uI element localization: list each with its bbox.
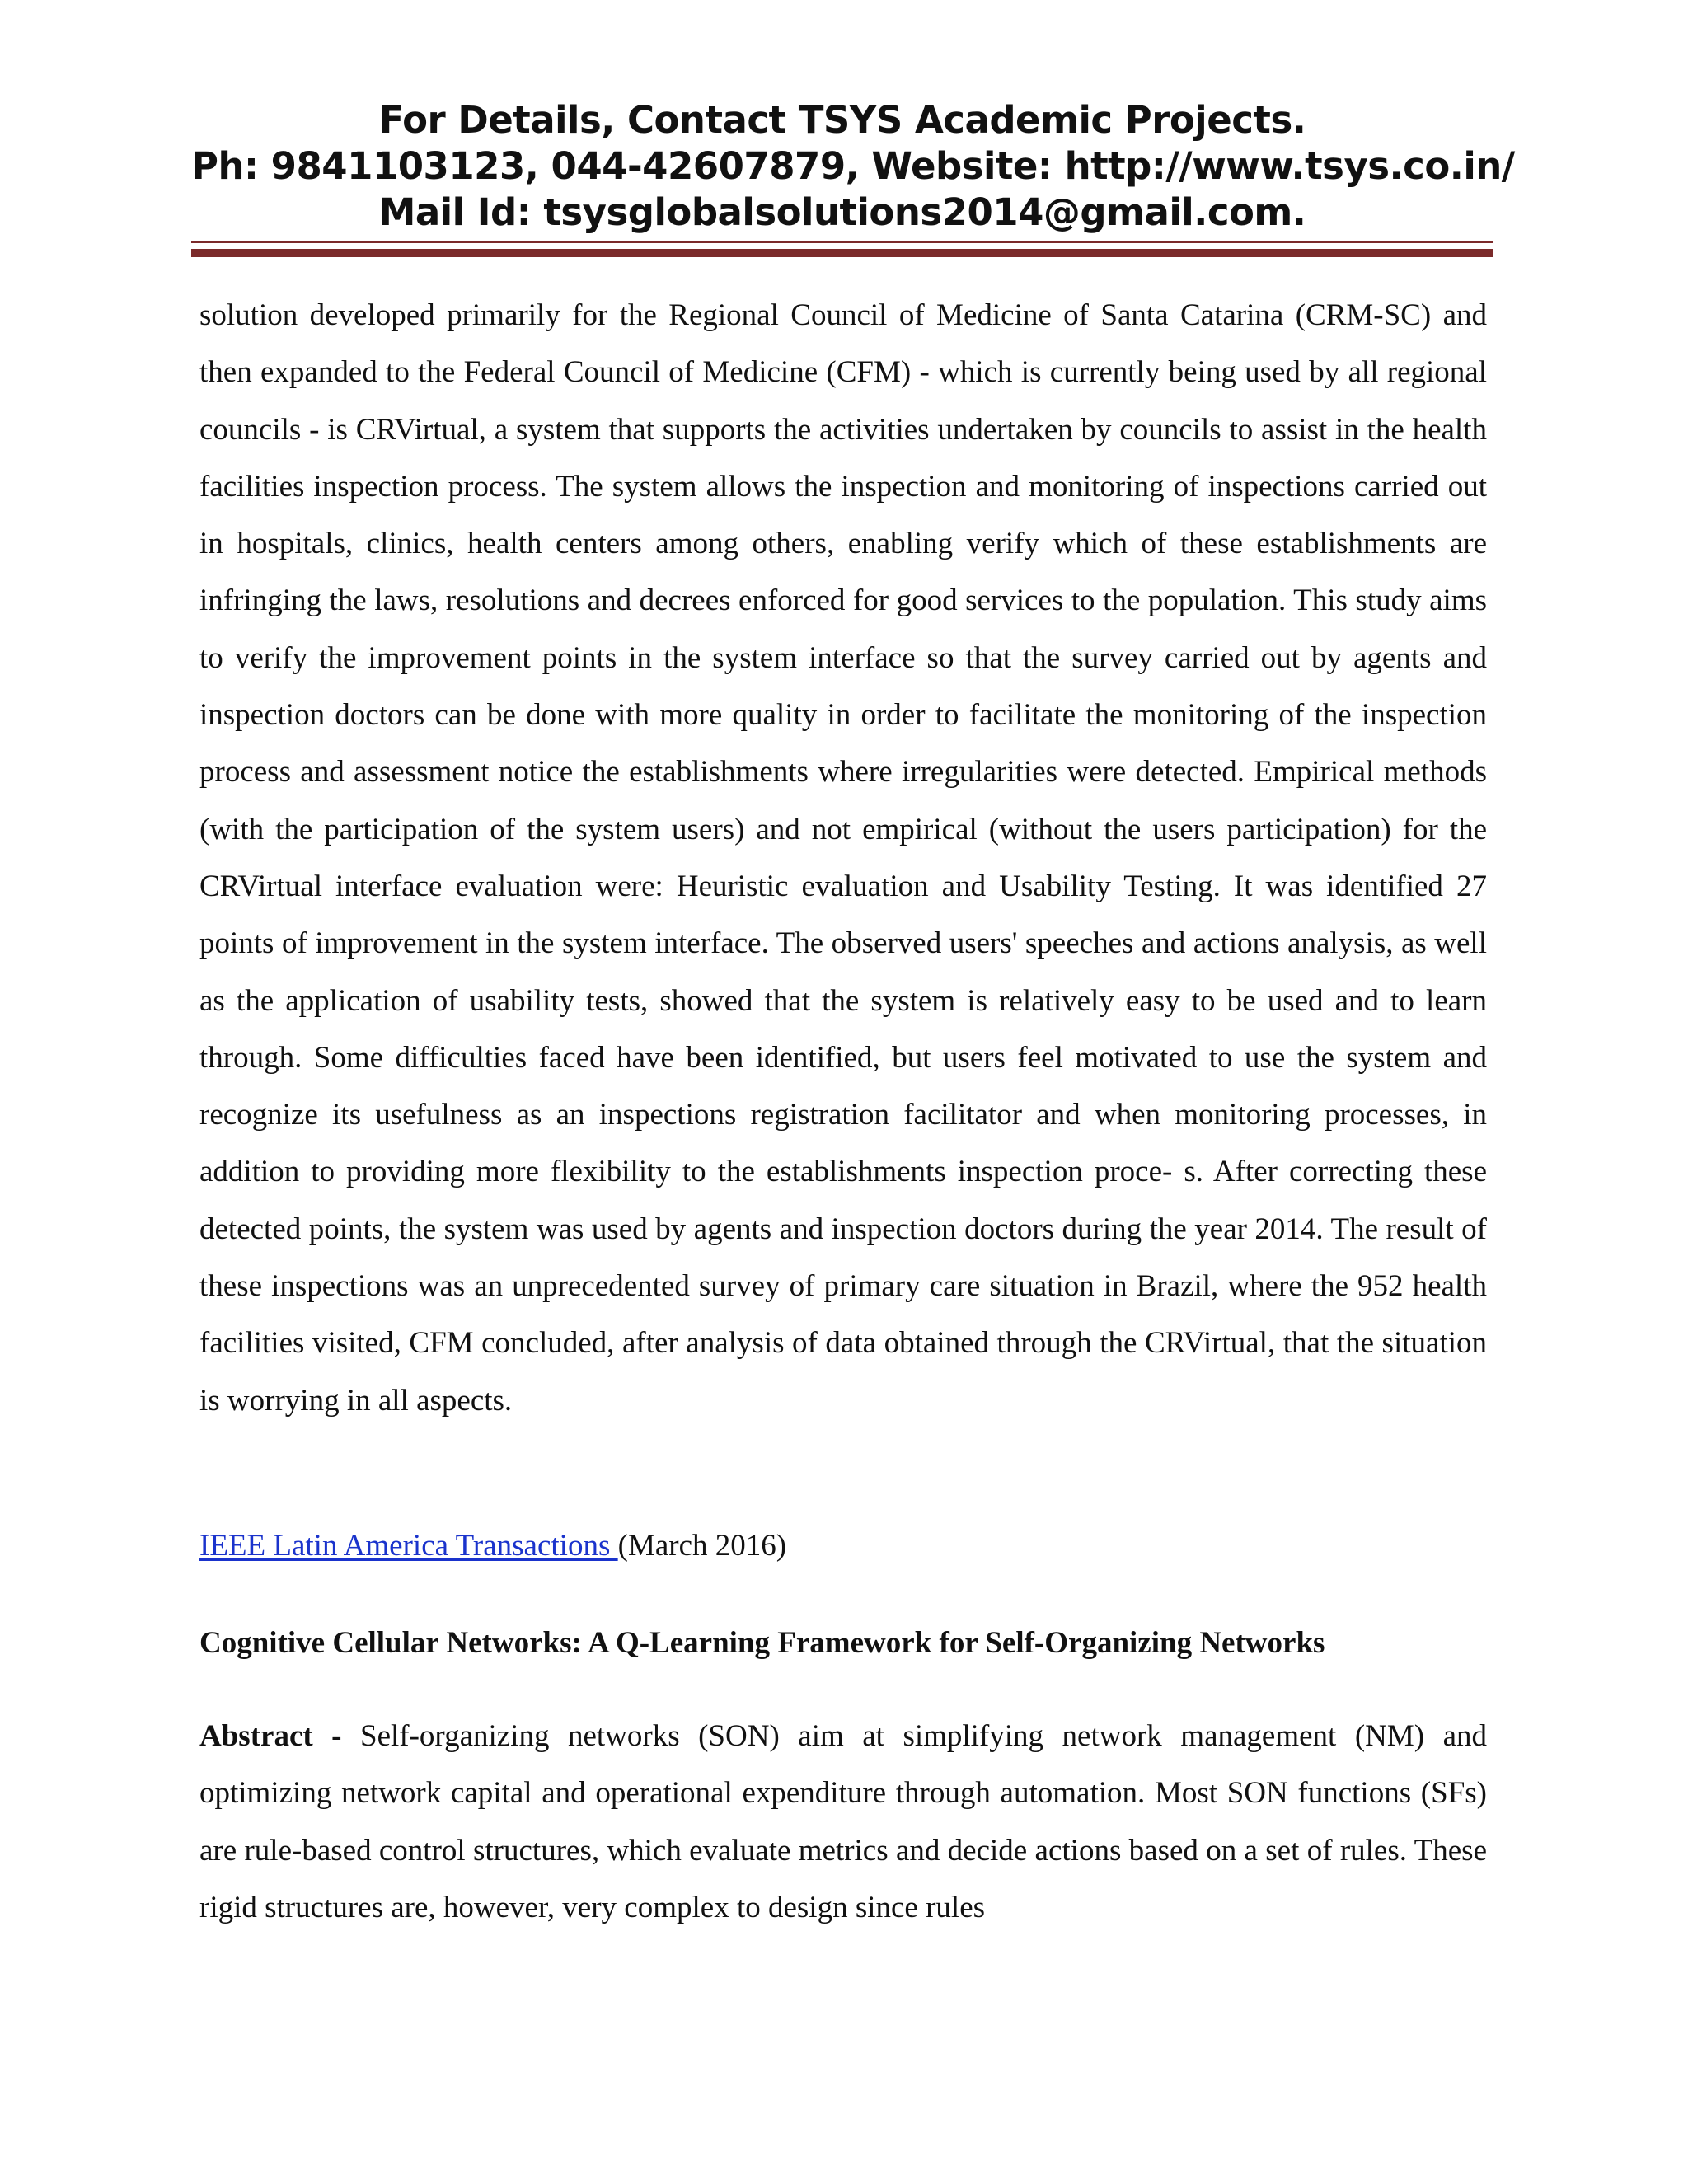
body-paragraph: solution developed primarily for the Regional Council of Medicine of Santa Catarina (CRM-SC) and then expanded to the Federal Council of Medicine (CFM) - which is currently being used by all regional councils - is CRVirtual, a system that supports the activities undertaken by councils to assist in the health facilities inspection process. The system allows the inspection and monitoring of inspections carried out in hospitals, clinics, health centers among others, enabling verify which of these establishments are infringing the laws, resolutions and decrees enforced for good services to the population. This study aims to verify the improvement points in the system interface so that the survey carried out by agents and inspection doctors can be done with more quality in order to facilitate the monitoring of the inspection process and assessment notice the establishments where irregularities were detected. Empirical methods (with the participation of the system users) and not empirical (without the users participation) for the CRVirtual interface evaluation were: Heuristic evaluation and Usability Testing. It was identified 27 points of improvement in the system interface. The observed users' speeches and actions analysis, as well as the application of usability tests, showed that the system is relatively easy to be used and to learn through. Some difficulties faced have been identified, but users feel motivated to use the system and recognize its usefulness as an inspections registration facilitator and when monitoring processes, in addition to providing more flexibility to the establishments inspection proce- s. After correcting these detected points, the system was used by agents and inspection doctors during the year 2014. The result of these inspections was an unprecedented survey of primary care situation in Brazil, where the 952 health facilities visited, CFM concluded, after analysis of data obtained through the CRVirtual, that the situation is worrying in all aspects.	[199, 298, 1487, 1418]
abstract-label: Abstract -	[199, 1719, 360, 1753]
contact-header	[191, 97, 1515, 236]
abstract-paragraph	[199, 1708, 1487, 1936]
header-email-line: Mail Id: tsysglobalsolutions2014@gmail.com.	[378, 190, 1306, 234]
paper-title: Cognitive Cellular Networks: A Q-Learning Framework for Self-Organizing Networks	[199, 1626, 1325, 1660]
header-title-line: For Details, Contact TSYS Academic Projects.	[378, 98, 1306, 142]
abstract-text: Self-organizing networks (SON) aim at simplifying network management (NM) and optimizing network capital and operational expenditure through automation. Most SON functions (SFs) are rule-based control structures, which evaluate metrics and decide actions based on a set of rules. These rigid structures are, however, very complex to design since rules	[199, 1719, 1487, 1924]
journal-date: (March 2016)	[617, 1529, 787, 1563]
journal-link[interactable]: IEEE Latin America Transactions	[199, 1529, 618, 1563]
journal-citation	[199, 1523, 1487, 1569]
header-phone-website-line: Ph: 9841103123, 044-42607879, Website: http://www.tsys.co.in/	[191, 144, 1515, 188]
header-divider-thin	[191, 241, 1493, 243]
header-divider-thick	[191, 249, 1493, 257]
